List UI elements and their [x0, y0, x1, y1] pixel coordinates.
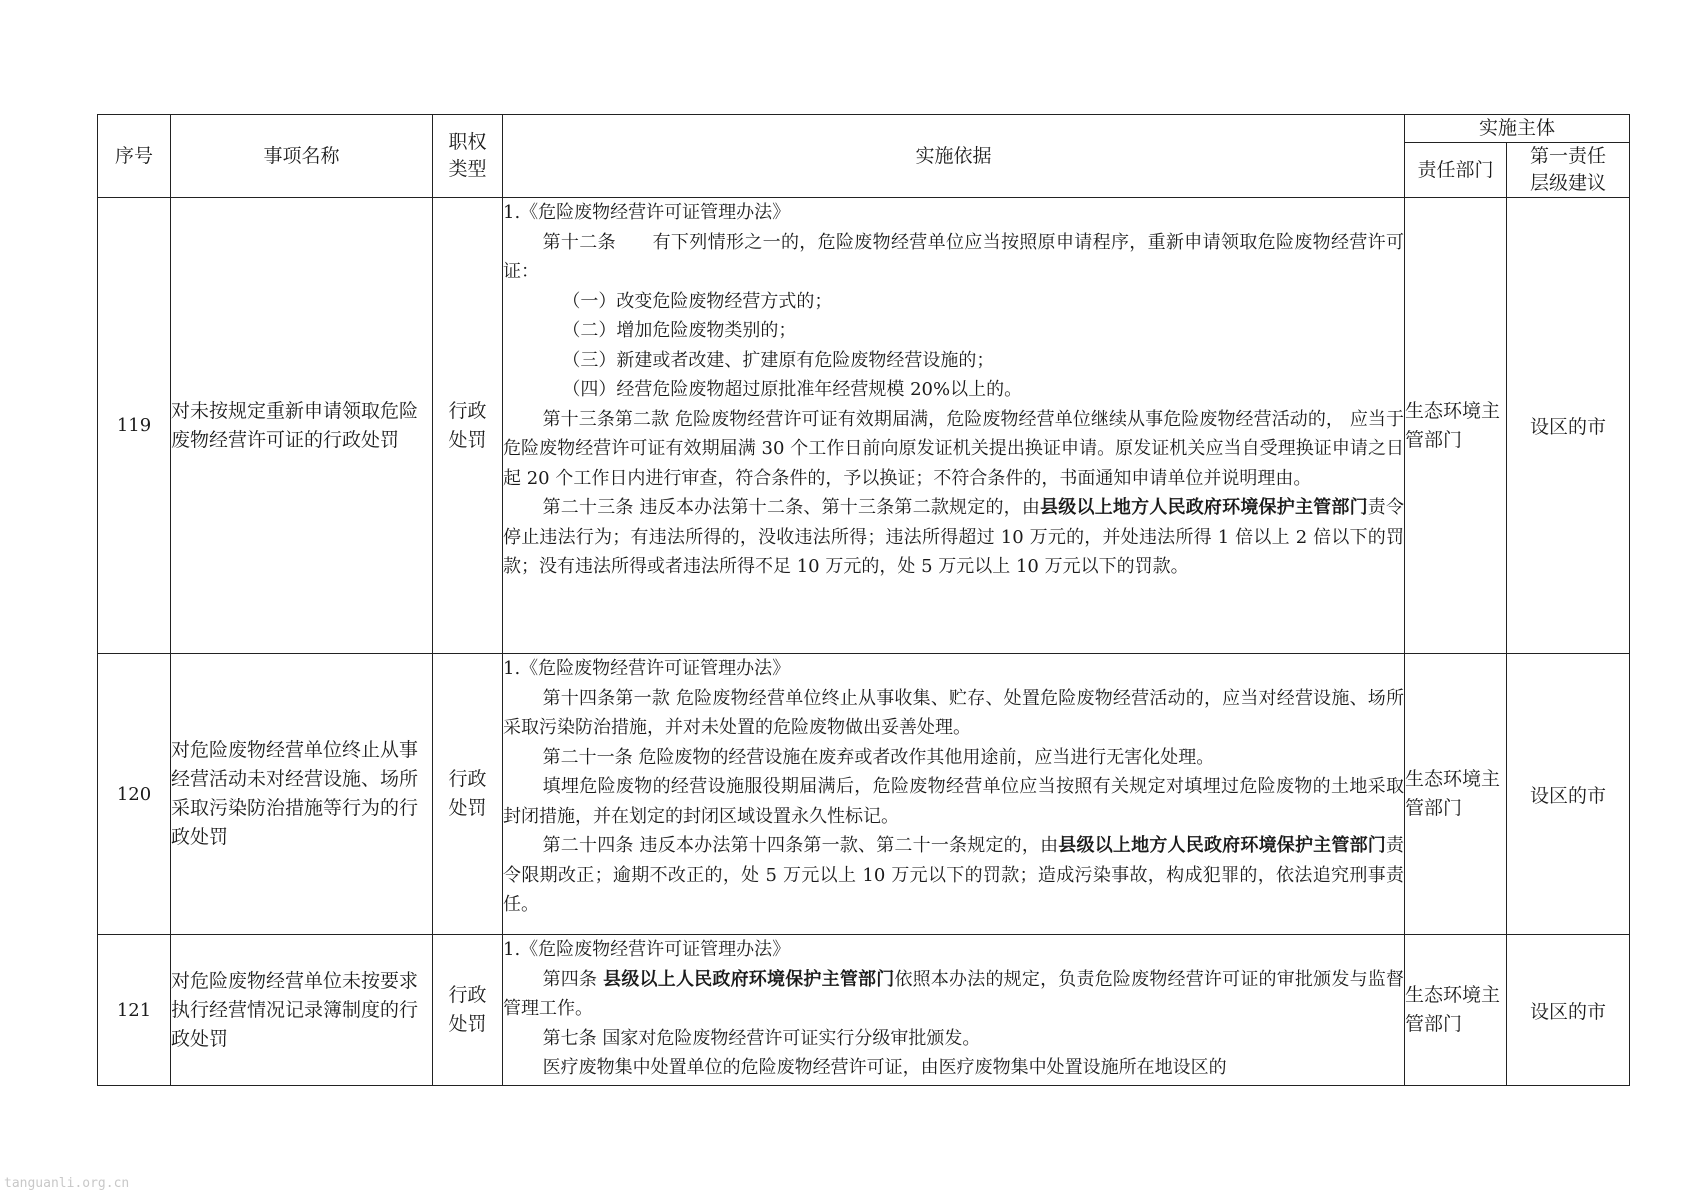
basis-title: 1.《危险废物经营许可证管理办法》	[503, 658, 791, 679]
basis-paragraph: 第十四条第一款 危险废物经营单位终止从事收集、贮存、处置危险废物经营活动的，应当对经营设施、场所采取污染防治措施，并对未处置的危险废物做出妥善处理。	[503, 687, 1404, 738]
basis-text-span: 第二十三条 违反本办法第十二条、第十三条第二款规定的，由	[542, 497, 1041, 518]
basis-paragraph: 填埋危险废物的经营设施服役期届满后，危险废物经营单位应当按照有关规定对填埋过危险废物的土地采取封闭措施，并在划定的封闭区域设置永久性标记。	[503, 776, 1404, 827]
item-name: 对危险废物经营单位终止从事经营活动未对经营设施、场所采取污染防治措施等行为的行政处罚	[171, 654, 433, 935]
basis-paragraph	[503, 965, 1404, 1024]
item-name: 对危险废物经营单位未按要求执行经营情况记录簿制度的行政处罚	[171, 935, 433, 1086]
responsibility-level: 设区的市	[1507, 654, 1630, 935]
power-type: 行政处罚	[433, 198, 503, 654]
responsibility-level: 设区的市	[1507, 198, 1630, 654]
header-seq: 序号	[98, 115, 171, 198]
basis-paragraph: 第二十一条 危险废物的经营设施在废弃或者改作其他用途前，应当进行无害化处理。	[542, 746, 1215, 768]
row-number: 120	[98, 654, 171, 935]
power-type: 行政处罚	[433, 654, 503, 935]
header-dept: 责任部门	[1405, 143, 1507, 198]
basis-title: 1.《危险废物经营许可证管理办法》	[503, 939, 791, 960]
basis-paragraph: 第七条 国家对危险废物经营许可证实行分级审批颁发。	[542, 1027, 981, 1049]
responsible-dept: 生态环境主管部门	[1405, 935, 1507, 1086]
table-row	[98, 198, 1630, 654]
basis-item: （三）新建或者改建、扩建原有危险废物经营设施的；	[562, 349, 995, 371]
basis-item: （四）经营危险废物超过原批准年经营规模 20%以上的。	[562, 379, 1023, 400]
basis-item: （二）增加危险废物类别的；	[562, 320, 797, 341]
header-level: 第一责任层级建议	[1507, 143, 1630, 198]
header-subject: 实施主体	[1405, 115, 1630, 143]
header-item-name: 事项名称	[171, 115, 433, 198]
header-basis: 实施依据	[503, 115, 1405, 198]
basis-paragraph	[503, 493, 1404, 582]
power-type: 行政处罚	[433, 935, 503, 1086]
basis-paragraph: 第十二条 有下列情形之一的，危险废物经营单位应当按照原申请程序，重新申请领取危险废物经营许可证：	[503, 231, 1404, 282]
header-power-type: 职权类型	[433, 115, 503, 198]
basis-text-span: 责令限期改正；逾期不改正的，处 5 万元以上 10 万元以下的罚款；造成污染事故，构成犯罪的，依法追究刑事责任。	[503, 835, 1405, 915]
table-row	[98, 935, 1630, 1086]
authority-highlight: 县级以上地方人民政府环境保护主管部门	[1040, 497, 1368, 518]
authority-highlight: 县级以上地方人民政府环境保护主管部门	[1058, 835, 1387, 856]
basis-text-span: 第二十四条 违反本办法第十四条第一款、第二十一条规定的，由	[542, 835, 1059, 856]
row-number: 121	[98, 935, 171, 1086]
basis-text	[503, 654, 1405, 935]
basis-paragraph: 医疗废物集中处置单位的危险废物经营许可证，由医疗废物集中处置设施所在地设区的	[542, 1057, 1227, 1078]
basis-title: 1.《危险废物经营许可证管理办法》	[503, 202, 791, 223]
authority-highlight: 县级以上人民政府环境保护主管部门	[603, 968, 895, 990]
basis-text-span: 责令停止违法行为；有违法所得的，没收违法所得；违法所得超过 10 万元的，并处违法所得 1 倍以上 2 倍以下的罚款；没有违法所得或者违法所得不足 10 万元的，处 5 万元以上 10 万元以下的罚款。	[503, 497, 1404, 577]
basis-text-span: 第四条	[542, 968, 604, 990]
basis-paragraph	[503, 831, 1404, 920]
basis-paragraph: 第十三条第二款 危险废物经营许可证有效期届满，危险废物经营单位继续从事危险废物经营活动的， 应当于危险废物经营许可证有效期届满 30 个工作日前向原发证机关提出换证申请。原发证机关应当自受理换证申请之日起 20 个工作日内进行审查，符合条件的，予以换证；不符合条件的，书面通知申请单位并说明理由。	[503, 408, 1404, 489]
basis-text	[503, 935, 1405, 1086]
item-name: 对未按规定重新申请领取危险废物经营许可证的行政处罚	[171, 198, 433, 654]
basis-clip	[503, 935, 1404, 1083]
basis-text-span: 依照本办法的规定，负责危险废物经营许可证的审批颁发与监督管理工作。	[503, 968, 1404, 1019]
responsible-dept: 生态环境主管部门	[1405, 198, 1507, 654]
watermark: tanguanli.org.cn	[4, 1176, 130, 1191]
row-number: 119	[98, 198, 171, 654]
table-row	[98, 654, 1630, 935]
basis-item: （一）改变危险废物经营方式的；	[562, 290, 833, 312]
admin-penalty-table	[97, 114, 1630, 1086]
basis-text	[503, 198, 1405, 654]
responsibility-level: 设区的市	[1507, 935, 1630, 1086]
responsible-dept: 生态环境主管部门	[1405, 654, 1507, 935]
